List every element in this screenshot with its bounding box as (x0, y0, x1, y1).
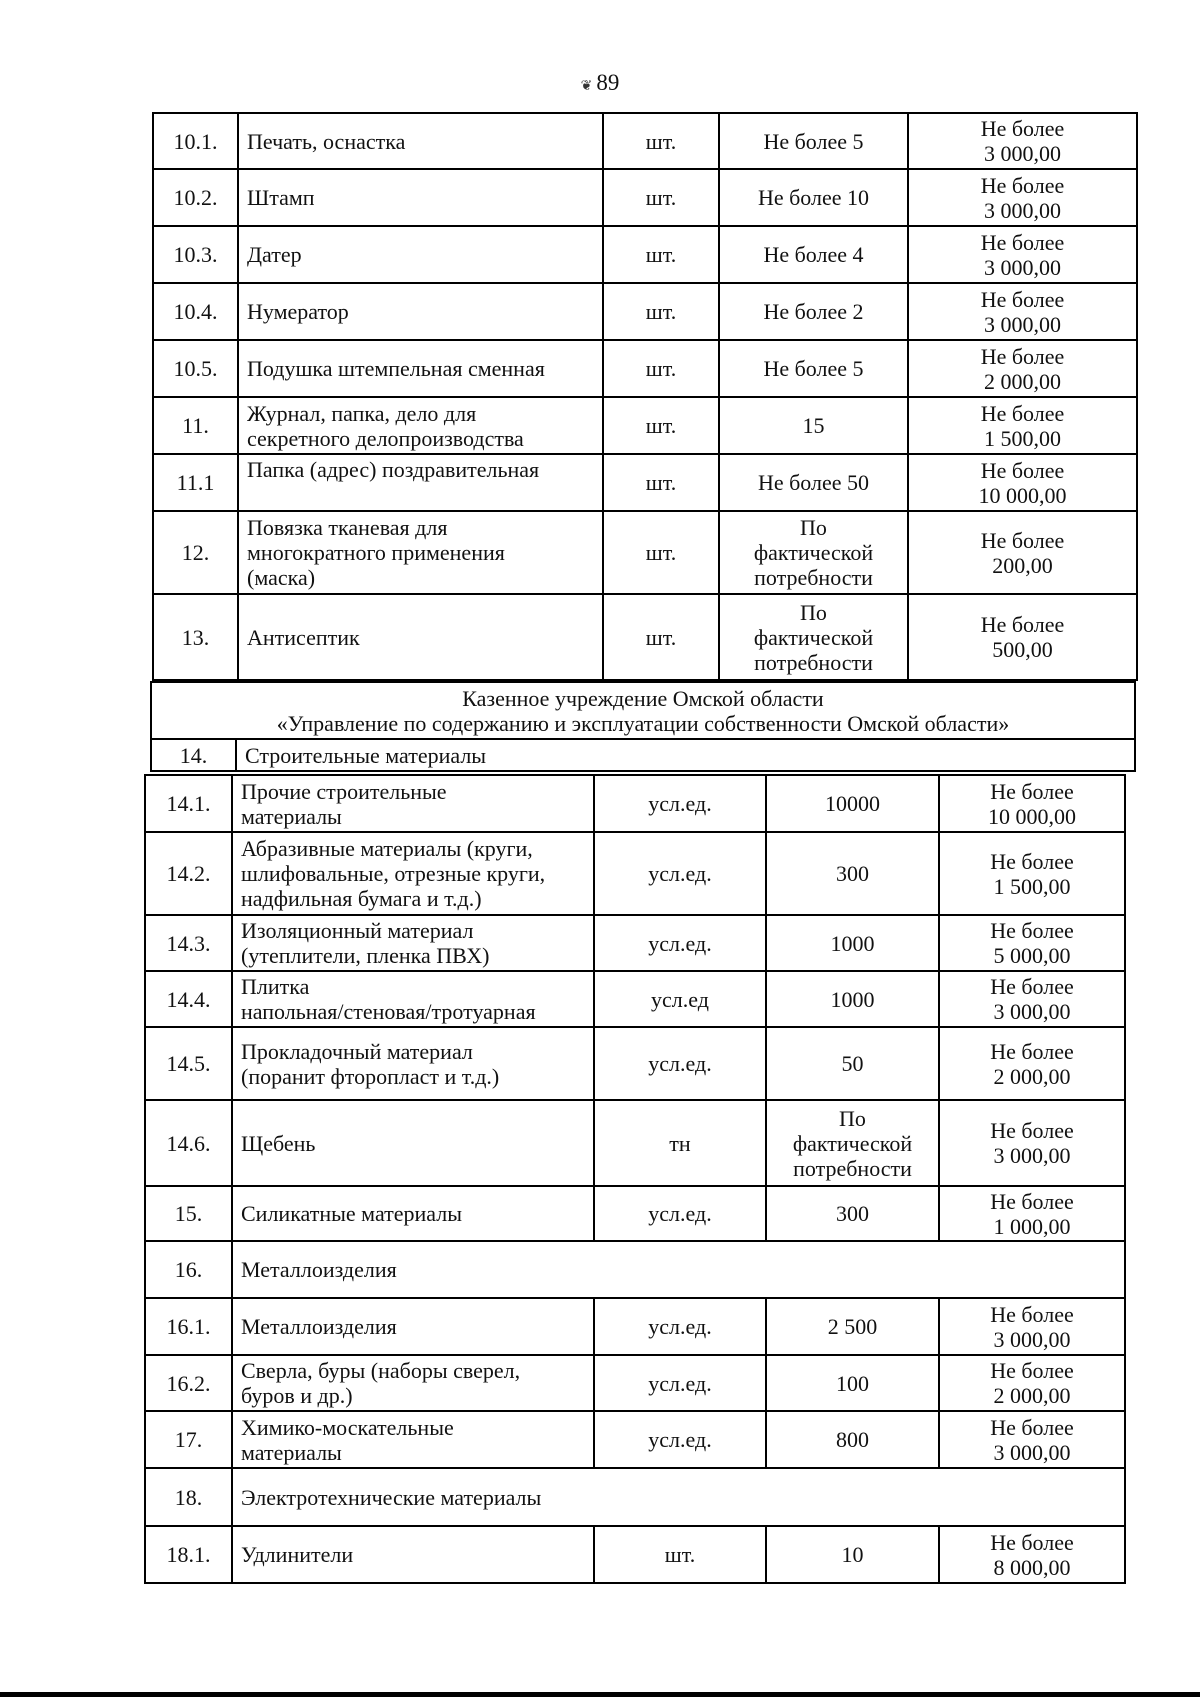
cell-line: Не более (980, 172, 1065, 198)
cell-line: Не более (990, 1188, 1074, 1214)
item-name: Папка (адрес) поздравительная (238, 454, 603, 511)
cell-line: фактической (753, 624, 874, 650)
row-number: 15. (145, 1186, 232, 1241)
cell-line: 1 500,00 (984, 425, 1061, 451)
unit-cell: шт. (603, 340, 719, 397)
cell-line: По (800, 515, 827, 540)
price-cell (908, 113, 1137, 169)
item-name (232, 1027, 594, 1100)
table-row (145, 832, 1125, 915)
cell-line: 2 000,00 (984, 368, 1061, 394)
quantity-cell: Не более 4 (719, 226, 908, 283)
unit-cell: шт. (603, 283, 719, 340)
price-cell (908, 340, 1137, 397)
unit-cell: тн (594, 1100, 766, 1186)
cell-line: Прочие строительные (241, 778, 447, 804)
table-row (153, 340, 1137, 397)
cell-line: Не более (980, 116, 1065, 141)
table-row (145, 775, 1125, 832)
cell-line: Не более (980, 229, 1065, 255)
item-name (232, 1411, 594, 1468)
cell-line: потребности (793, 1155, 912, 1181)
row-number: 14.5. (145, 1027, 232, 1100)
item-name (232, 832, 594, 915)
item-name (232, 971, 594, 1027)
cell-line: (маска) (247, 565, 316, 590)
cell-line: Не более (980, 286, 1065, 312)
cell-line: Не более (990, 1301, 1074, 1327)
price-cell (939, 971, 1125, 1027)
category-row (145, 1468, 1125, 1526)
cell-line: Не более (990, 918, 1074, 943)
category-name: Электротехнические материалы (232, 1468, 1125, 1526)
cell-line: 200,00 (992, 552, 1053, 578)
unit-cell: усл.ед. (594, 1027, 766, 1100)
unit-cell: шт. (603, 397, 719, 454)
cell-line: шлифовальные, отрезные круги, (241, 861, 546, 886)
row-number: 10.3. (153, 226, 238, 283)
cell-line: 3 000,00 (993, 1439, 1071, 1465)
cell-line: 3 000,00 (984, 197, 1061, 223)
cell-line: фактической (753, 540, 874, 565)
section-heading-line: «Управление по содержанию и эксплуатации собственности Омской области» (276, 710, 1010, 736)
table-row (145, 1411, 1125, 1468)
unit-cell: шт. (603, 169, 719, 226)
cell-line: 2 000,00 (993, 1063, 1071, 1089)
cell-line: Не более (990, 848, 1074, 874)
row-number: 14.1. (145, 775, 232, 832)
cell-line: 1 500,00 (993, 873, 1071, 899)
row-number: 14.2. (145, 832, 232, 915)
price-cell (908, 594, 1137, 680)
table-row (145, 1298, 1125, 1355)
table-row (153, 594, 1137, 680)
items-table-part-3 (144, 774, 1126, 1584)
cell-line: Не более (990, 974, 1074, 999)
unit-cell: усл.ед. (594, 1355, 766, 1411)
category-name: Строительные материалы (236, 739, 1135, 771)
quantity-cell: 300 (766, 832, 939, 915)
items-table-part-2 (150, 681, 1136, 772)
row-number: 14.4. (145, 971, 232, 1027)
quantity-cell: Не более 50 (719, 454, 908, 511)
quantity-cell: 50 (766, 1027, 939, 1100)
cell-line: По (800, 599, 827, 625)
quantity-cell: 10 (766, 1526, 939, 1583)
cell-line: Плитка (241, 974, 310, 999)
price-cell (939, 1027, 1125, 1100)
cell-line: 1 000,00 (993, 1213, 1071, 1239)
cell-line: 2 000,00 (993, 1383, 1071, 1408)
price-cell (939, 1100, 1125, 1186)
quantity-cell: 100 (766, 1355, 939, 1411)
unit-cell: усл.ед. (594, 915, 766, 971)
cell-line: (утеплители, пленка ПВХ) (241, 943, 490, 968)
cell-line: Не более (990, 1118, 1074, 1143)
cell-line: 3 000,00 (984, 254, 1061, 280)
unit-cell: шт. (603, 511, 719, 594)
cell-line: Не более (980, 400, 1065, 426)
cell-line: Не более (980, 343, 1065, 369)
category-row (151, 739, 1135, 771)
cell-line: Не более (990, 1529, 1074, 1555)
cell-line: Не более (980, 612, 1065, 637)
item-name: Датер (238, 226, 603, 283)
table-row (145, 1027, 1125, 1100)
item-name (232, 915, 594, 971)
cell-line: буров и др.) (241, 1383, 353, 1408)
page-ornament-icon: ❦ (580, 79, 593, 94)
section-heading (151, 682, 1135, 739)
table-row (153, 283, 1137, 340)
items-table-part-1 (152, 112, 1138, 681)
unit-cell: шт. (603, 454, 719, 511)
unit-cell: усл.ед. (594, 775, 766, 832)
cell-line: секретного делопроизводства (247, 425, 524, 451)
item-name: Силикатные материалы (232, 1186, 594, 1241)
item-name: Подушка штемпельная сменная (238, 340, 603, 397)
price-cell (939, 915, 1125, 971)
cell-line: Не более (990, 1038, 1074, 1064)
cell-line: 8 000,00 (993, 1554, 1071, 1580)
quantity-cell: 10000 (766, 775, 939, 832)
table-row (153, 169, 1137, 226)
quantity-cell: 800 (766, 1411, 939, 1468)
quantity-cell: Не более 5 (719, 113, 908, 169)
row-number: 14. (151, 739, 236, 771)
section-heading-row (151, 682, 1135, 739)
unit-cell: усл.ед (594, 971, 766, 1027)
price-cell (908, 397, 1137, 454)
quantity-cell: Не более 2 (719, 283, 908, 340)
quantity-cell: Не более 10 (719, 169, 908, 226)
cell-line: Не более (990, 1414, 1074, 1440)
table-row (153, 226, 1137, 283)
table-row (153, 397, 1137, 454)
row-number: 16. (145, 1241, 232, 1298)
cell-line: Не более (990, 1358, 1074, 1383)
table-row (153, 454, 1137, 511)
unit-cell: усл.ед. (594, 1298, 766, 1355)
quantity-cell: 1000 (766, 971, 939, 1027)
row-number: 18. (145, 1468, 232, 1526)
category-row (145, 1241, 1125, 1298)
item-name: Нумератор (238, 283, 603, 340)
row-number: 10.4. (153, 283, 238, 340)
unit-cell: усл.ед. (594, 1186, 766, 1241)
price-cell (908, 454, 1137, 511)
item-name (238, 397, 603, 454)
cell-line: материалы (241, 1439, 342, 1465)
quantity-cell: 300 (766, 1186, 939, 1241)
item-name (232, 1355, 594, 1411)
cell-line: Сверла, буры (наборы сверел, (241, 1358, 521, 1383)
quantity-cell (719, 511, 908, 594)
bottom-rule (0, 1692, 1200, 1697)
price-cell (939, 775, 1125, 832)
price-cell (908, 169, 1137, 226)
price-cell (939, 1298, 1125, 1355)
cell-line: 500,00 (992, 637, 1053, 662)
cell-line: (поранит фторопласт и т.д.) (241, 1063, 500, 1089)
row-number: 11.1 (153, 454, 238, 511)
row-number: 14.3. (145, 915, 232, 971)
table-row (145, 971, 1125, 1027)
unit-cell: шт. (603, 226, 719, 283)
cell-line: надфильная бумага и т.д.) (241, 886, 482, 911)
price-cell (939, 832, 1125, 915)
row-number: 10.1. (153, 113, 238, 169)
page-number-text: 89 (596, 70, 620, 95)
cell-line: Журнал, папка, дело для (247, 400, 477, 426)
cell-line: Повязка тканевая для (247, 515, 448, 540)
unit-cell: усл.ед. (594, 1411, 766, 1468)
cell-line: 3 000,00 (993, 1326, 1071, 1352)
price-cell (939, 1526, 1125, 1583)
category-name: Металлоизделия (232, 1241, 1125, 1298)
row-number: 18.1. (145, 1526, 232, 1583)
row-number: 14.6. (145, 1100, 232, 1186)
item-name: Штамп (238, 169, 603, 226)
cell-line: Абразивные материалы (круги, (241, 836, 533, 861)
cell-line: напольная/стеновая/тротуарная (241, 999, 536, 1024)
item-name (232, 775, 594, 832)
cell-line: 10 000,00 (988, 803, 1076, 829)
price-cell (908, 283, 1137, 340)
cell-line: многократного применения (247, 540, 505, 565)
item-name: Щебень (232, 1100, 594, 1186)
quantity-cell: 15 (719, 397, 908, 454)
cell-line: По (839, 1105, 866, 1131)
price-cell (939, 1411, 1125, 1468)
table-row (145, 1186, 1125, 1241)
quantity-cell (766, 1100, 939, 1186)
page-number (0, 70, 1200, 96)
table-row (153, 511, 1137, 594)
quantity-cell: Не более 5 (719, 340, 908, 397)
row-number: 10.2. (153, 169, 238, 226)
table-row (145, 915, 1125, 971)
cell-line: потребности (754, 649, 873, 675)
table-row (153, 113, 1137, 169)
item-name: Металлоизделия (232, 1298, 594, 1355)
cell-line: Изоляционный материал (241, 918, 474, 943)
unit-cell: усл.ед. (594, 832, 766, 915)
cell-line: Не более (980, 457, 1065, 483)
cell-line: 3 000,00 (993, 1143, 1071, 1168)
row-number: 13. (153, 594, 238, 680)
item-name: Антисептик (238, 594, 603, 680)
cell-line: Не более (980, 527, 1065, 553)
unit-cell: шт. (603, 113, 719, 169)
cell-line: 3 000,00 (993, 999, 1071, 1024)
table-row (145, 1355, 1125, 1411)
cell-line: 3 000,00 (984, 141, 1061, 166)
quantity-cell: 1000 (766, 915, 939, 971)
unit-cell: шт. (594, 1526, 766, 1583)
unit-cell: шт. (603, 594, 719, 680)
quantity-cell: 2 500 (766, 1298, 939, 1355)
quantity-cell (719, 594, 908, 680)
cell-line: Прокладочный материал (241, 1038, 473, 1064)
cell-line: Химико-москательные (241, 1414, 454, 1440)
price-cell (939, 1355, 1125, 1411)
cell-line: 10 000,00 (978, 482, 1067, 508)
item-name (238, 511, 603, 594)
row-number: 16.1. (145, 1298, 232, 1355)
item-name: Печать, оснастка (238, 113, 603, 169)
cell-line: 5 000,00 (993, 943, 1071, 968)
section-heading-line: Казенное учреждение Омской области (462, 685, 824, 711)
cell-line: потребности (754, 565, 873, 590)
table-row (145, 1526, 1125, 1583)
row-number: 16.2. (145, 1355, 232, 1411)
table-row (145, 1100, 1125, 1186)
cell-line: материалы (241, 803, 342, 829)
cell-line: 3 000,00 (984, 311, 1061, 337)
cell-line: Не более (990, 778, 1074, 804)
price-cell (908, 226, 1137, 283)
price-cell (908, 511, 1137, 594)
price-cell (939, 1186, 1125, 1241)
row-number: 11. (153, 397, 238, 454)
item-name: Удлинители (232, 1526, 594, 1583)
cell-line: фактической (792, 1130, 913, 1156)
row-number: 12. (153, 511, 238, 594)
row-number: 17. (145, 1411, 232, 1468)
row-number: 10.5. (153, 340, 238, 397)
